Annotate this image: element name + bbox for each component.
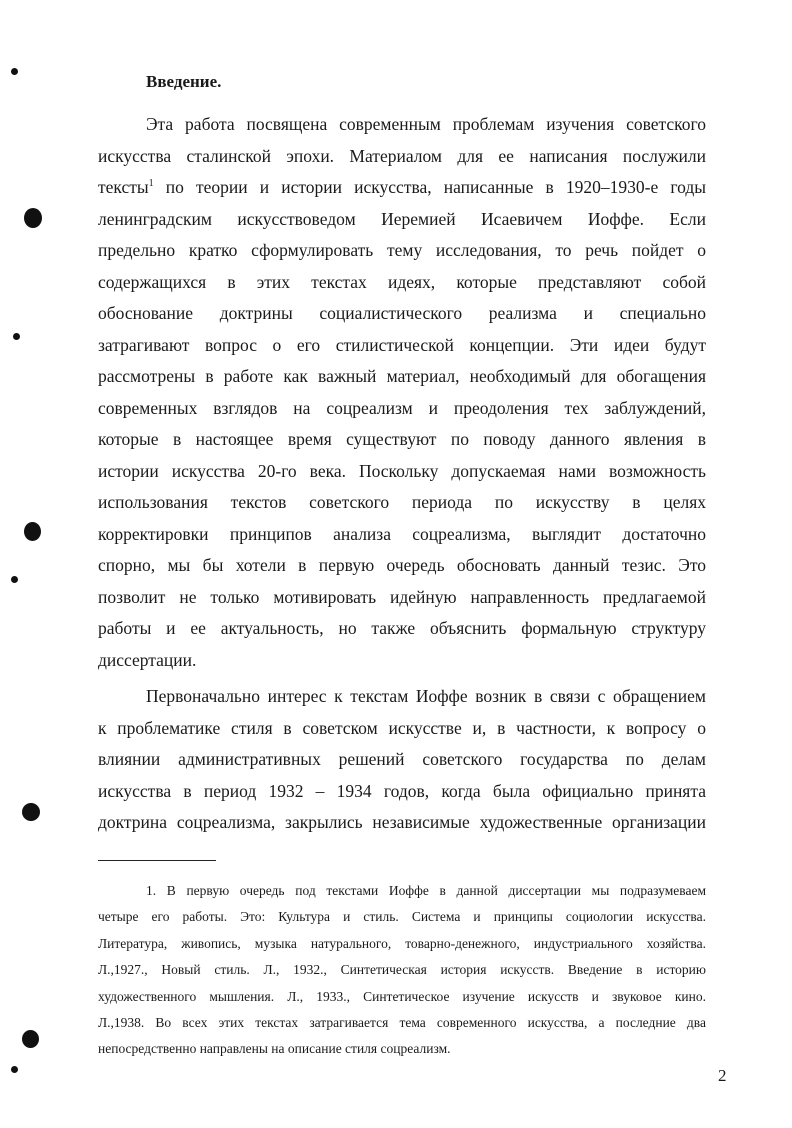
punch-hole-mark (24, 522, 41, 541)
text-line: спорно, мы бы хотели в первую очередь обосновать данный тезис. Это (98, 555, 706, 575)
text-line: содержащихся в этих текстах идеях, которые представляют собой (98, 271, 706, 292)
text-line: истории искусства 20-го века. Поскольку допускаемая нами возможность (98, 460, 706, 481)
footnote-line: непосредственно направлены на описание стиля соцреализм. (98, 1041, 451, 1057)
text-line (98, 172, 706, 204)
text-line: искусства в период 1932 – 1934 годов, когда была официально принята (98, 780, 706, 801)
text-line: современных взглядов на соцреализм и преодоления тех заблуждений, (98, 397, 706, 418)
text-line: обоснование доктрины социалистического реализма и специально (98, 303, 706, 323)
text-line: диссертации. (98, 649, 197, 670)
text-line: которые в настоящее время существуют по поводу данного явления в (98, 429, 706, 449)
text-line: рассмотрены в работе как важный материал, необходимый для обогащения (98, 366, 706, 386)
text-fragment: по теории и истории искусства, написанные в 1920–1930-е годы (165, 177, 707, 197)
footnote-line: четыре его работы. Это: Культура и стиль. Система и принципы социологии искусства. (98, 909, 706, 925)
footnote-line: Л.,1938. Во всех этих текстах затрагивается тема современного искусства, а последние два (98, 1015, 706, 1031)
text-line: ленинградским искусствоведом Иеремией Исаевичем Иоффе. Если (98, 208, 706, 229)
punch-hole-mark (11, 68, 18, 75)
punch-hole-mark (11, 1066, 18, 1073)
text-line: доктрина соцреализма, закрылись независимые художественные организации (98, 812, 706, 832)
footnote (98, 878, 706, 1063)
punch-hole-mark (13, 333, 20, 340)
text-line: корректировки принципов анализа соцреализма, выглядит достаточно (98, 523, 706, 544)
text-line: предельно кратко сформулировать тему исследования, то речь пойдет о (98, 240, 706, 260)
text-line: затрагивают вопрос о его стилистической концепции. Эти идеи будут (98, 334, 706, 355)
footnote-reference: 1 (148, 178, 154, 189)
text-line: искусства сталинской эпохи. Материалом для ее написания послужили (98, 145, 706, 166)
page-number: 2 (718, 1066, 727, 1085)
footnote-line: Л.,1927., Новый стиль. Л., 1932., Синтетическая история искусств. Введение в историю (98, 962, 706, 978)
text-line: Эта работа посвящена современным проблемам изучения советского (146, 114, 706, 134)
text-line: Первоначально интерес к текстам Иоффе возник в связи с обращением (146, 686, 706, 706)
punch-hole-mark (11, 576, 18, 583)
footnote-line: 1. В первую очередь под текстами Иоффе в данной диссертации мы подразумеваем (146, 883, 706, 898)
punch-hole-mark (22, 803, 40, 821)
section-heading: Введение. (146, 72, 222, 91)
punch-hole-mark (22, 1030, 39, 1048)
footnote-line: художественного мышления. Л., 1933., Синтетическое изучение искусств и звуковое кино. (98, 988, 706, 1004)
text-fragment: тексты (98, 177, 149, 197)
text-line: использования текстов советского периода по искусству в целях (98, 492, 706, 512)
footnote-line: Литература, живопись, музыка натурального, товарно-денежного, индустриального хозяйства. (98, 935, 706, 951)
text-line: позволит не только мотивировать идейную направленность предлагаемой (98, 586, 706, 607)
punch-hole-mark (24, 208, 42, 228)
paragraph-intro (98, 109, 706, 676)
text-line: влиянии административных решений советского государства по делам (98, 749, 706, 769)
text-line: работы и ее актуальность, но также объяснить формальную структуру (98, 618, 706, 638)
footnote-separator (98, 860, 216, 861)
paragraph-origin (98, 681, 706, 839)
text-line: к проблематике стиля в советском искусстве и, в частности, к вопросу о (98, 717, 706, 738)
